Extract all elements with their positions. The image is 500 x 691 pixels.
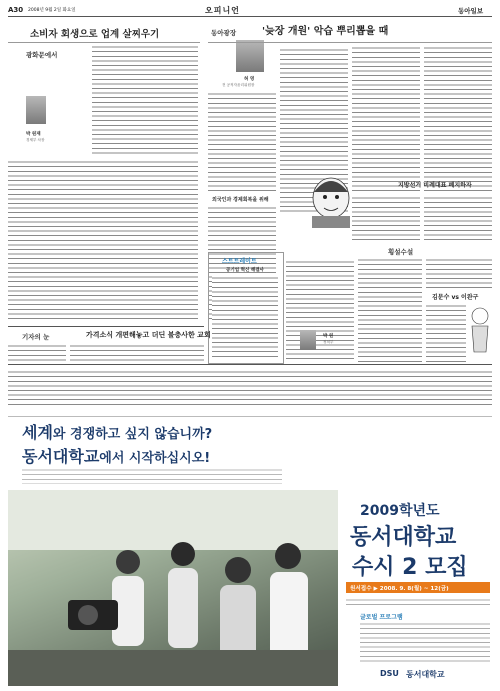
cartoon-illustration — [466, 306, 494, 356]
writer-photo — [300, 330, 316, 350]
ad-logo-mark: DSU — [380, 669, 399, 678]
ad-year: 2009학년도 — [360, 503, 440, 519]
ad-dates-bar — [346, 582, 490, 593]
writer-name: 박 원 — [323, 334, 334, 339]
middle-subhead: 외국인과 경제회복을 위해 — [212, 197, 269, 203]
right-headline: '늦장 개원' 악습 뿌리뽑을 때 — [262, 26, 389, 37]
middle-column-tab: 동아광장 — [211, 29, 237, 37]
ad-slogan-line1 — [22, 420, 212, 443]
right-middle-tab: 횡설수설 — [388, 248, 414, 256]
bottom-main-headline: 가격소식 개편해놓고 더딘 불충사한 교회 — [86, 331, 211, 339]
ad-slogan-line2 — [22, 444, 210, 467]
middle-author-name: 허 영 — [244, 77, 255, 82]
ad-slogan-line2-strong: 동서대학교 — [22, 447, 100, 466]
box-column-subtitle: 공기업 혁신 해결사 — [226, 268, 264, 273]
right-subhead: 지방선거 비례대표 폐지하자 — [398, 182, 472, 189]
ad-main-title2: 수시 2 모집 — [352, 555, 468, 580]
section-title: 오피니언 — [205, 6, 240, 15]
ad-slogan-line1-strong: 세계 — [22, 423, 53, 442]
left-author-name: 박 원재 — [26, 132, 41, 137]
paper-name: 동아일보 — [458, 7, 484, 15]
ad-photo — [8, 490, 338, 686]
left-column-tab: 광화문에서 — [26, 51, 58, 59]
ad-slogan-line1-rest: 와 경쟁하고 싶지 않습니까? — [52, 427, 213, 442]
left-headline: 소비자 회생으로 업계 살찌우기 — [30, 29, 160, 40]
ad-slogan-line2-rest: 에서 시작하십시오! — [99, 451, 211, 466]
ad-university-name: 동서대학교 — [406, 670, 445, 679]
box-column-title: 스트트레이트 — [222, 258, 257, 265]
ad-info-head: 글로벌 프로그램 — [360, 614, 403, 621]
writer-role: 정치부 — [323, 340, 334, 344]
author-photo-left — [26, 96, 46, 124]
ad-dates: 원서접수 ▶ 2008. 9. 8(월) ~ 12(금) — [350, 586, 449, 592]
right-writer-headline: 김문수 vs 이완구 — [432, 294, 479, 301]
author-photo-middle — [236, 40, 264, 72]
ad-main-title: 동서대학교 — [350, 525, 457, 550]
middle-author-role: 전 공직자윤리위원장 — [222, 83, 255, 87]
page-number: A30 — [8, 6, 24, 14]
left-author-role: 경제부 차장 — [26, 138, 45, 142]
ad-logo — [380, 668, 492, 682]
page-date: 2008년 9월 2일 화요일 — [28, 8, 76, 13]
bottom-left-tab: 기자의 눈 — [22, 333, 50, 341]
